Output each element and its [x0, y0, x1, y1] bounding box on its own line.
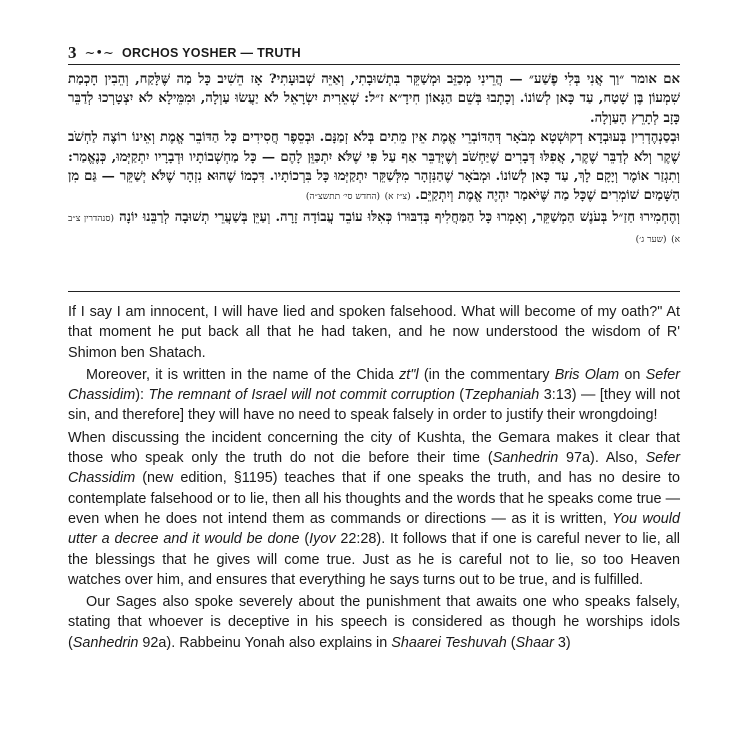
hebrew-source-ref: (צ״ז א) [384, 192, 411, 203]
running-title: ORCHOS YOSHER — TRUTH [121, 46, 301, 60]
hebrew-source-ref: (סנהדרין צ״ב א) [68, 213, 680, 246]
ornament-icon: ~•~ [84, 45, 114, 61]
hebrew-text [68, 70, 680, 290]
hebrew-paragraph: אם אומר ״וַך אֲנִי בְּלִי פֶשַׁע״ — הֲרֵינִי מְכַזֵּב וּמְשַׁקֵּר בִּתְשׁוּבָתִי, וְאַיֵּה שְׁבוּעָתִי? אָז הֵשִׁיב כָּל מַה שֶּׁלָּקַח, וְהֵבִין חָכְמַת שִׁמְעוֹן בֶּן שָׁטַח, עַד כָּאן לְשׁוֹנוֹ. וְכָתְבוּ בְּשֵׁם הַגָּאוֹן חִידָ״א ז״ל: שְׁאֵרִית יִשְׂרָאֵל לֹא יַעֲשׂוּ עַוְלָה, וּמִמֵּילָא לֹא יִצְטָרְכוּ לְדַבֵּר כָּזָב לְתָרֵץ הָעַוְלָה. [68, 72, 680, 126]
english-translation [68, 302, 680, 655]
hebrew-paragraph: וְהֶחְמִירוּ חַזַ״ל בְּעֹנֶשׁ הַמְשַׁקֵּר, וְאָמְרוּ כָּל הַמַּחֲלִיף בְּדִבּוּרוֹ כְּאִלּוּ עוֹבֵד עֲבוֹדָה זָרָה. וְעַיֵּן בְּשַׁעֲרֵי תְשׁוּבָה לְרַבֵּנוּ יוֹנָה (סנהדרין צ״ב א) (שער ג׳) [68, 209, 680, 246]
english-paragraph: When discussing the incident concerning the city of Kushta, the Gemara makes it clear that those who speak only the truth do not die before their time (Sanhedrin 97a). Also, Sefer Chassidim (new edition, §1195) teaches that if one speaks the truth, and has no desire to contemplate falsehood or to lie, then all his thoughts and the words that he speaks come true — even when he does not intend them as commands or directions — as it is written, You would utter a decree and it would be done (Iyov 22:28). It follows that if one is careful never to lie, all the blessings that he gives will come true. Just as he is careful not to lie, so too Heaven watches over him, and ensures that everything he says turns out to be true, and is fulfilled. [68, 429, 680, 588]
hebrew-paragraph: וּבְסַנְהֶדְרִין בְּעוּבְדָא דְקוּשְׁטָא מְבֹאָר דְּהַדּוֹבְרֵי אֱמֶת אֵין מֵתִים בְּלֹא זְמַנָּם. וּבְסֵפֶר חֲסִידִים כָּל הַדּוֹבֵר אֱמֶת וְאֵינוֹ רוֹצֶה לַחְשֹׁב שֶׁקֶר וְלֹא לְדַבֵּר שֶׁקֶר, אֲפִלּוּ דְּבָרִים שֶׁיַּחְשֹׁב וְשֶׁיְּדַבֵּר אַף עַל פִּי שֶׁלֹּא יִתְכַּוֵּן לָהֶם — כָּל מַחְשְׁבוֹתָיו וּדְבָרָיו יִתְקַיְּמוּ, כְּנֶאֱמַר: וְתִגְזַר אוֹמֶר וְיָקָם לָךְ, עַד כָּאן לְשׁוֹנוֹ. וּמְבֹאָר שֶׁהַנִּזְהָר מִלְּשַׁקֵּר יִתְקַיְּמוּ כָּל בִּרְכוֹתָיו. דִּכְמוֹ שֶׁהוּא נִזְהָר שֶׁלֹּא יְשַׁקֵּר — גַּם מִן הַשָּׁמַיִם שׁוֹמְרִים שֶׁכָּל מַה שֶּׁיֹּאמַר יִהְיֶה אֱמֶת וְיִתְקַיֵּם. (צ״ז א) (החדש סי׳ תתשצ״ה) [68, 130, 680, 204]
section-divider [68, 291, 680, 292]
hebrew-source-ref: (החדש סי׳ תתשצ״ה) [305, 192, 381, 203]
english-paragraph: Our Sages also spoke severely about the punishment that awaits one who speaks falsely, stating that whoever is deceptive in his speech is considered as though he worships idols (Sanhedrin 92a). Rabbeinu Yonah also explains in Shaarei Teshuvah (Shaar 3) [68, 594, 680, 651]
hebrew-source-ref: (שער ג׳) [635, 235, 667, 246]
page-number: 3 [68, 43, 77, 62]
running-header [68, 42, 680, 65]
english-paragraph: Moreover, it is written in the name of the Chida zt"l (in the commentary Bris Olam on Sefer Chassidim): The remnant of Israel will not commit corruption (Tzephaniah 3:13) — [they will not sin, and therefore] they will have no need to speak falsely in order to justify their wrongdoing! [68, 366, 681, 424]
english-paragraph: If I say I am innocent, I will have lied and spoken falsehood. What will become of my oath?" At that moment he put back all that he had taken, and he now understood the wisdom of R' Shimon ben Shatach. [68, 304, 680, 361]
